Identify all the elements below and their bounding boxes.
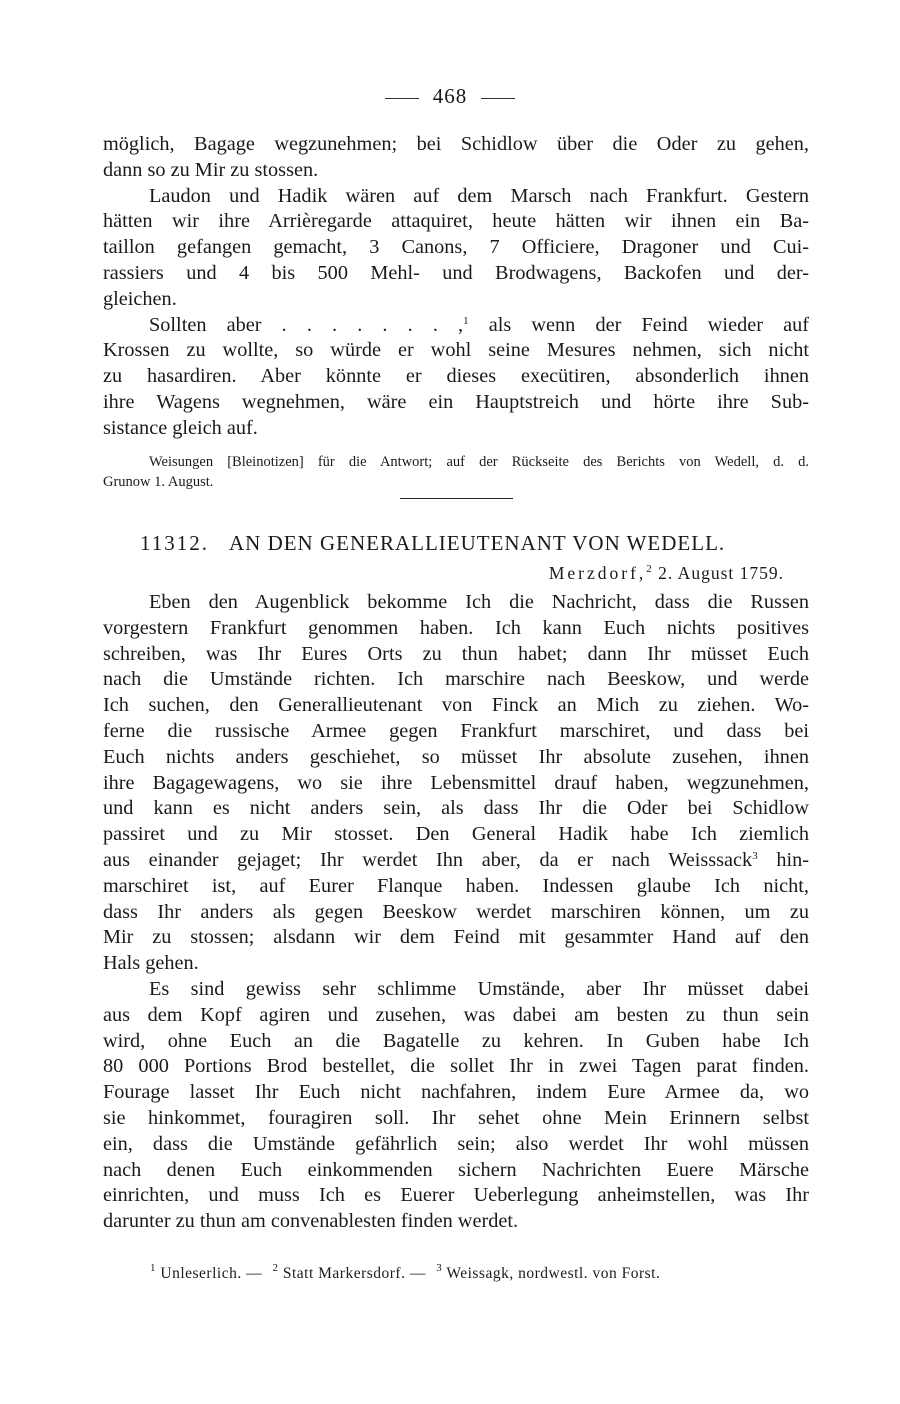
folio-dash-right	[481, 98, 515, 99]
text-line: marschiret ist, auf Eurer Flanque haben. Indessen glaube Ich nicht,	[103, 874, 809, 897]
footnote-marker: 3	[752, 849, 758, 862]
text-line: nach denen Euch einkommenden sichern Nachrichten Euere Märsche	[103, 1158, 809, 1181]
footnote-marker: 2	[646, 563, 653, 575]
text-line: darunter zu thun am convenablesten finden werdet.	[103, 1210, 519, 1233]
text-line: nach die Umstände richten. Ich marschire nach Beeskow, und werde	[103, 668, 809, 691]
text-line: ihre Bagagewagens, wo sie ihre Lebensmittel drauf haben, wegzunehmen,	[103, 771, 809, 794]
text-line: dann so zu Mir zu stossen.	[103, 158, 319, 181]
text-line: Laudon und Hadik wären auf dem Marsch nach Frankfurt. Gestern	[149, 184, 809, 207]
letter-date: 2. August 1759.	[652, 563, 784, 583]
text-line: zu hasardiren. Aber könnte er dieses execütiren, absonderlich ihnen	[103, 365, 809, 388]
text-line: Es sind gewiss sehr schlimme Umstände, aber Ihr müsset dabei	[149, 978, 809, 1000]
letter-title: AN DEN GENERALLIEUTENANT VON WEDELL.	[228, 531, 726, 555]
footnote-marker: 2	[272, 1262, 279, 1274]
text-line: hätten wir ihre Arrièregarde attaquiret, heute hätten wir ihnen ein Ba-	[103, 210, 809, 233]
footnote-text: Unleserlich. —	[160, 1265, 263, 1282]
letter-dateline	[549, 563, 784, 584]
text-line: ihre Wagens wegnehmen, wäre ein Hauptstreich und hörte ihre Sub-	[103, 390, 809, 413]
letter-paragraph-1	[103, 590, 809, 977]
text-line-with-footnote	[103, 848, 809, 874]
text-line: möglich, Bagage wegzunehmen; bei Schidlow über die Oder zu gehen,	[103, 133, 809, 155]
report-continuation	[103, 132, 809, 442]
footnote-marker: 3	[436, 1262, 443, 1274]
text-fragment: aus einander gejaget; Ihr werdet Ihn aber, da er nach Weisssack	[103, 848, 753, 871]
text-line: taillon gefangen gemacht, 3 Canons, 7 Officiere, Dragoner und Cui-	[103, 236, 809, 259]
footnote-marker: 1	[463, 314, 469, 327]
text-line: einrichten, und muss Ich es Euerer Ueberlegung anheimstellen, was Ihr	[103, 1184, 809, 1207]
letter-number: 11312.	[140, 531, 209, 555]
footnote	[272, 1262, 431, 1282]
text-line: passiret und zu Mir stosset. Den General Hadik habe Ich ziemlich	[103, 823, 809, 846]
text-fragment: als wenn der Feind wieder auf	[468, 313, 809, 336]
folio-dash-left	[385, 98, 419, 99]
text-line: Krossen zu wollte, so würde er wohl seine Mesures nehmen, sich nicht	[103, 339, 809, 362]
footnote	[150, 1262, 268, 1282]
page-number	[0, 84, 900, 109]
text-line: gleichen.	[103, 287, 177, 310]
note-line: Weisungen [Bleinotizen] für die Antwort; auf der Rückseite des Berichts von Wedell, d. d.	[149, 454, 809, 470]
footnotes	[150, 1262, 666, 1283]
text-line: wird, ohne Euch an die Bagatelle zu kehren. In Guben habe Ich	[103, 1029, 809, 1052]
text-line: ferne die russische Armee gegen Frankfurt marschiret, und dass bei	[103, 719, 809, 742]
text-line: Ich suchen, den Generallieutenant von Finck an Mich zu ziehen. Wo-	[103, 694, 809, 717]
text-line: sie hinkommet, fouragiren soll. Ihr sehet ohne Mein Erinnern selbst	[103, 1106, 809, 1129]
footnote	[436, 1262, 666, 1282]
letter-paragraph-2	[103, 977, 809, 1235]
editorial-note	[103, 452, 809, 492]
text-line: vorgestern Frankfurt genommen haben. Ich kann Euch nichts positives	[103, 616, 809, 639]
page-number-text: 468	[432, 84, 468, 108]
text-line: Eben den Augenblick bekomme Ich die Nachricht, dass die Russen	[149, 591, 809, 613]
footnote-text: Statt Markersdorf. —	[282, 1265, 426, 1282]
text-line: rassiers und 4 bis 500 Mehl- und Brodwagens, Backofen und der-	[103, 261, 809, 284]
text-line: dass Ihr anders als gegen Beeskow werdet marschiren können, um zu	[103, 900, 809, 923]
text-line: sistance gleich auf.	[103, 416, 258, 439]
text-fragment: hin-	[757, 848, 809, 871]
text-line: Hals gehen.	[103, 952, 199, 975]
note-line: Grunow 1. August.	[103, 474, 214, 490]
letter-place: Merzdorf,	[548, 563, 647, 583]
text-line: Fourage lasset Ihr Euch nicht nachfahren, indem Eure Armee da, wo	[103, 1081, 809, 1104]
text-line: 80 000 Portions Brod bestellet, die sollet Ihr in zwei Tagen parat finden.	[103, 1055, 809, 1078]
text-line: schreiben, was Ihr Eures Orts zu thun habet; dann Ihr müsset Euch	[103, 642, 809, 665]
section-divider	[400, 498, 513, 499]
letter-heading	[140, 531, 840, 556]
text-line: Euch nichts anders geschiehet, so müsset Ihr absolute zusehen, ihnen	[103, 745, 809, 768]
text-line: und kann es nicht anders sein, als dass Ihr die Oder bei Schidlow	[103, 797, 809, 820]
footnote-text: Weissagk, nordwestl. von Forst.	[446, 1265, 661, 1282]
footnote-marker: 1	[150, 1262, 156, 1274]
text-line: Mir zu stossen; alsdann wir dem Feind mit gesammter Hand auf den	[103, 926, 809, 949]
text-line: aus dem Kopf agiren und zusehen, was dabei am besten zu thun sein	[103, 1003, 809, 1026]
text-line: ein, dass die Umstände gefährlich sein; also werdet Ihr wohl müssen	[103, 1132, 809, 1155]
text-line-with-footnote	[103, 313, 809, 339]
text-fragment: Sollten aber . . . . . . . ,	[149, 313, 464, 336]
